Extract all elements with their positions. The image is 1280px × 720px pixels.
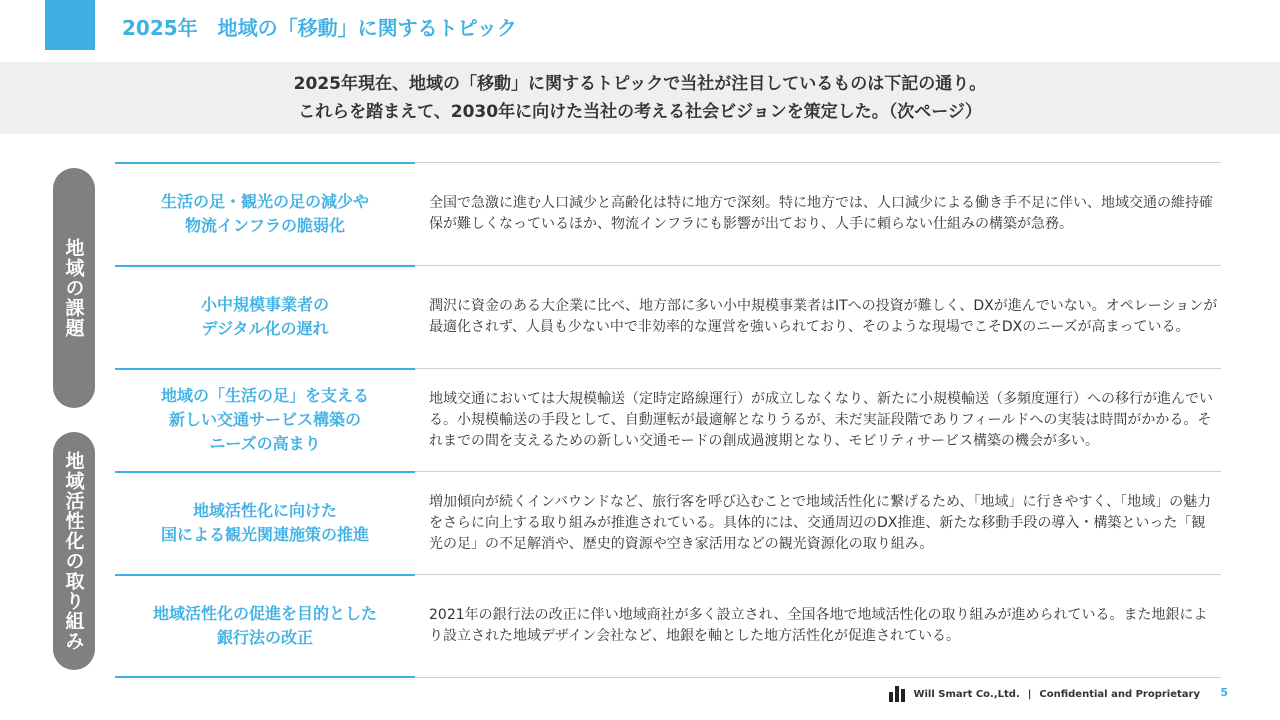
topic-title-text: 地域の「生活の足」を支える 新しい交通サービス構築の ニーズの高まり xyxy=(160,386,369,453)
topic-title-text: 小中規模事業者の デジタル化の遅れ xyxy=(200,295,329,338)
topic-title xyxy=(115,163,415,265)
footer-company: Will Smart Co.,Ltd. xyxy=(913,688,1020,700)
topic-description-text: 2021年の銀行法の改正に伴い地域商社が多く設立され、全国各地で地域活性化の取り組みが進められている。また地銀により設立された地域デザイン会社など、地銀を軸とした地方活性化が促進されている。 xyxy=(429,607,1208,644)
slide-title: 2025年 地域の「移動」に関するトピック xyxy=(122,16,517,40)
side-label-issues xyxy=(53,168,95,408)
topic-title xyxy=(115,575,415,677)
topic-description-text: 地域交通においては大規模輸送（定時定路線運行）が成立しなくなり、新たに小規模輸送（多頻度運行）への移行が進んでいる。小規模輸送の手段として、自動運転が最適解となりうるが、未だ実証段階でありフィールドへの実装は時間がかかる。それまでの間を支えるための新しい交通モードの創成過渡期となり、モビリティサービス構築の機会が多い。 xyxy=(429,390,1213,449)
topic-row xyxy=(115,574,1221,678)
topic-description xyxy=(415,575,1219,677)
topic-title xyxy=(115,369,415,471)
summary-line-2: これらを踏まえて、2030年に向けた当社の考える社会ビジョンを策定した。（次ページ） xyxy=(298,102,982,122)
topic-description-text: 全国で急激に進む人口減少と高齢化は特に地方で深刻。特に地方では、人口減少による働き手不足に伴い、地域交通の維持確保が難しくなっているほか、物流インフラにも影響が出ており、人手に頼らない仕組みの構築が急務。 xyxy=(429,195,1213,232)
topic-title-text: 地域活性化に向けた 国による観光関連施策の推進 xyxy=(160,501,369,544)
footer xyxy=(889,686,1200,702)
will-smart-logo-icon xyxy=(889,686,905,702)
side-label-activation xyxy=(53,432,95,670)
side-label-activation-text: 地域活性化の取り組み xyxy=(62,451,85,651)
page-number: 5 xyxy=(1220,686,1228,699)
footer-separator: | xyxy=(1027,688,1032,700)
topic-description xyxy=(415,266,1219,368)
header-accent-bar xyxy=(45,0,95,50)
topic-description-text: 増加傾向が続くインバウンドなど、旅行客を呼び込むことで地域活性化に繋げるため、「地域」に行きやすく、「地域」の魅力をさらに向上する取り組みが推進されている。具体的には、交通周辺のDX推進、新たな移動手段の導入・構築といった「観光の足」の不足解消や、歴史的資源や空き家活用などの観光資源化の取り組み。 xyxy=(429,493,1212,552)
topic-row xyxy=(115,265,1221,368)
topic-table xyxy=(115,162,1221,678)
footer-confidential: Confidential and Proprietary xyxy=(1039,688,1200,700)
topic-description xyxy=(415,369,1219,471)
topic-title-text: 生活の足・観光の足の減少や 物流インフラの脆弱化 xyxy=(160,192,369,235)
summary-line-1: 2025年現在、地域の「移動」に関するトピックで当社が注目しているものは下記の通り。 xyxy=(293,74,987,94)
topic-description xyxy=(415,163,1219,265)
topic-description-text: 潤沢に資金のある大企業に比べ、地方部に多い小中規模事業者はITへの投資が難しく、DXが進んでいない。オペレーションが最適化されず、人員も少ない中で非効率的な運営を強いられており、そのような現場でこそDXのニーズが高まっている。 xyxy=(429,298,1218,335)
topic-title-text: 地域活性化の促進を目的とした 銀行法の改正 xyxy=(152,604,377,647)
topic-description xyxy=(415,472,1219,574)
topic-title xyxy=(115,266,415,368)
topic-row xyxy=(115,368,1221,471)
side-label-issues-text: 地域の課題 xyxy=(62,238,85,338)
summary-band xyxy=(0,62,1280,134)
row-bottom-accent xyxy=(115,676,415,678)
topic-row xyxy=(115,471,1221,574)
topic-row xyxy=(115,162,1221,265)
topic-title xyxy=(115,472,415,574)
